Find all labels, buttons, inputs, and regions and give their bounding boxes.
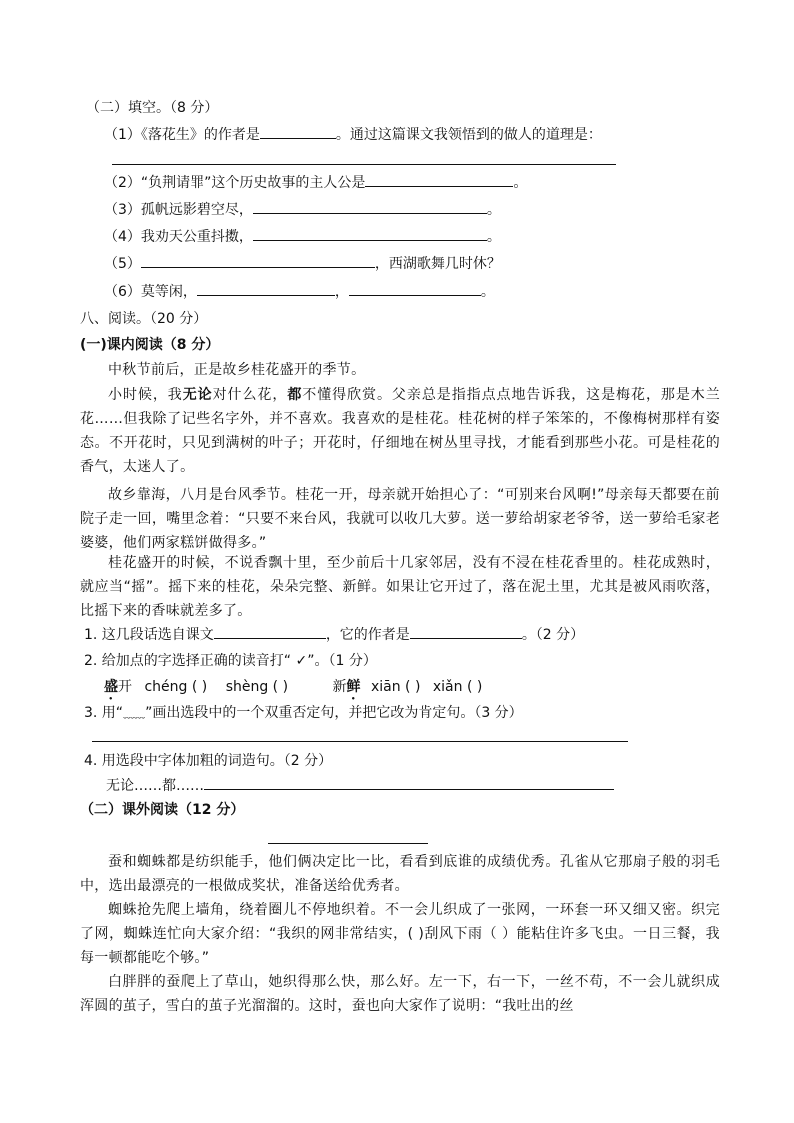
rq3-answer-line[interactable] xyxy=(92,741,628,742)
q6-text-b: ， xyxy=(334,284,349,300)
p2-pre: 小时候，我 xyxy=(108,387,183,403)
question-5 xyxy=(104,253,501,274)
q2-text-a: （2）“负荆请罪”这个历史故事的主人公是 xyxy=(104,175,366,191)
option-xian1[interactable]: xiān ( ) xyxy=(370,679,421,695)
reading-question-2: 2. 给加点的字选择正确的读音打“ ✓”。（1 分） xyxy=(84,653,377,669)
q4-blank[interactable] xyxy=(253,226,487,241)
q6-blank-1[interactable] xyxy=(197,281,335,296)
question-2 xyxy=(104,172,527,193)
passage-paragraph-1: 中秋节前后，正是故乡桂花盛开的季节。 xyxy=(108,362,366,378)
q4-text-a: （4）我劝天公重抖擞， xyxy=(104,229,253,245)
question-3 xyxy=(104,199,501,220)
word1-dotted-char: 盛 xyxy=(104,679,118,695)
rq1-blank-author[interactable] xyxy=(410,624,522,639)
p2-bold-dou: 都 xyxy=(287,387,303,403)
reading-question-3 xyxy=(84,703,523,724)
question-1 xyxy=(104,124,602,145)
q6-text-a: （6）莫等闲， xyxy=(104,284,197,300)
q6-text-c: 。 xyxy=(480,284,495,300)
pinyin-options-row xyxy=(104,677,482,703)
question-6 xyxy=(104,281,495,302)
subsection-title-inner-reading: (一)课内阅读（8 分） xyxy=(80,337,220,353)
q6-blank-2[interactable] xyxy=(349,281,481,296)
outside-paragraph-3: 白胖胖的蚕爬上了草山，她织得那么快，那么好。左一下，右一下，一丝不苟，不一会儿就织成浑圆的茧子，雪白的茧子光溜溜的。这时，蚕也向大家作了说明：“我吐出的丝 xyxy=(80,974,720,1014)
word1-rest: 开 xyxy=(118,679,132,695)
rq4-answer-blank[interactable] xyxy=(204,775,614,790)
rq4-prompt: 无论……都…… xyxy=(106,778,204,794)
word2-rest: 新 xyxy=(332,679,347,695)
p2-mid: 对什么花， xyxy=(212,387,288,403)
option-cheng[interactable]: chéng ( ) xyxy=(144,679,208,695)
outside-paragraph-1: 蚕和蜘蛛都是纺织能手，他们俩决定比一比，看看到底谁的成绩优秀。孔雀从它那扇子般的羽毛中，选出最漂亮的一根做成奖状，准备送给优秀者。 xyxy=(80,854,720,894)
q2-text-b: 。 xyxy=(513,175,528,191)
reading-question-4: 4. 用选段中字体加粗的词造句。（2 分） xyxy=(84,753,333,769)
option-xian3[interactable]: xiǎn ( ) xyxy=(432,679,483,695)
subsection-title-outside-reading: （二）课外阅读（12 分） xyxy=(80,802,245,818)
rq1-blank-title[interactable] xyxy=(214,624,326,639)
word2-dotted-char: 鲜 xyxy=(346,679,361,695)
rq1-text-c: 。（2 分） xyxy=(521,627,585,643)
q5-text-b: ，西湖歌舞几时休？ xyxy=(374,256,501,272)
question-4 xyxy=(104,226,501,247)
q3-text-b: 。 xyxy=(486,202,501,218)
rq3-text-b: ”画出选段中的一个双重否定句，并把它改为肯定句。（3 分） xyxy=(145,705,523,721)
q3-blank[interactable] xyxy=(253,199,487,214)
reading-question-1 xyxy=(84,624,584,645)
q1-blank-author[interactable] xyxy=(260,124,336,139)
rq1-text-a: 1. 这几段话选自课文 xyxy=(84,627,214,643)
q1-answer-line[interactable] xyxy=(112,164,616,165)
p2-post: 不懂得欣赏。父亲总是指指点点地告诉我，这是梅花，那是木兰花……但我除了记些名字外，并不喜欢。我喜欢的是桂花。桂花树的样子笨笨的，不像梅树那样有姿态。不开花时，只见到满树的叶子；开花时，仔细地在树丛里寻找，才能看到那些小花。可是桂花的香气，太迷人了。 xyxy=(80,387,721,475)
q3-text-a: （3）孤帆远影碧空尽， xyxy=(104,202,253,218)
p2-bold-wulun: 无论 xyxy=(182,387,213,403)
q1-text-b: 。通过这篇课文我领悟到的做人的道理是： xyxy=(335,127,602,143)
q2-blank[interactable] xyxy=(365,172,513,187)
q1-text-a: （1）《落花生》的作者是 xyxy=(104,127,260,143)
q5-blank[interactable] xyxy=(141,253,375,268)
passage-title-blank[interactable] xyxy=(268,843,428,844)
outside-paragraph-2: 蜘蛛抢先爬上墙角，绕着圈儿不停地织着。不一会儿织成了一张网，一环套一环又细又密。织完了网，蜘蛛连忙向大家介绍：“我织的网非常结实，( )刮风下雨（ ）能粘住许多飞虫。一日三餐，我每一顿都能吃个够。” xyxy=(80,902,720,966)
passage-paragraph-4: 桂花盛开的时候，不说香飘十里，至少前后十几家邻居，没有不浸在桂花香里的。桂花成熟时，就应当“摇”。摇下来的桂花，朵朵完整、新鲜。如果让它开过了，落在泥土里，尤其是被风雨吹落，比摇下来的香味就差多了。 xyxy=(80,555,720,619)
passage-paragraph-2 xyxy=(80,383,720,479)
option-sheng[interactable]: shèng ( ) xyxy=(225,679,289,695)
wavy-line-icon: ﹏﹏ xyxy=(123,707,146,720)
section-title-fill-blank: （二）填空。（8 分） xyxy=(86,100,219,116)
rq3-text-a: 3. 用“ xyxy=(84,705,124,721)
passage-paragraph-3: 故乡靠海，八月是台风季节。桂花一开，母亲就开始担心了：“可别来台风啊!”母亲每天都要在前院子走一回，嘴里念着：“只要不来台风，我就可以收几大萝。送一萝给胡家老爷爷，送一萝给毛家老婆婆，他们两家糕饼做得多。” xyxy=(80,487,720,551)
section-title-reading: 八、阅读。（20 分） xyxy=(80,311,208,327)
rq4-prompt-row xyxy=(106,775,614,796)
q5-text-a: （5） xyxy=(104,256,141,272)
q4-text-b: 。 xyxy=(486,229,501,245)
rq1-text-b: ，它的作者是 xyxy=(325,627,410,643)
